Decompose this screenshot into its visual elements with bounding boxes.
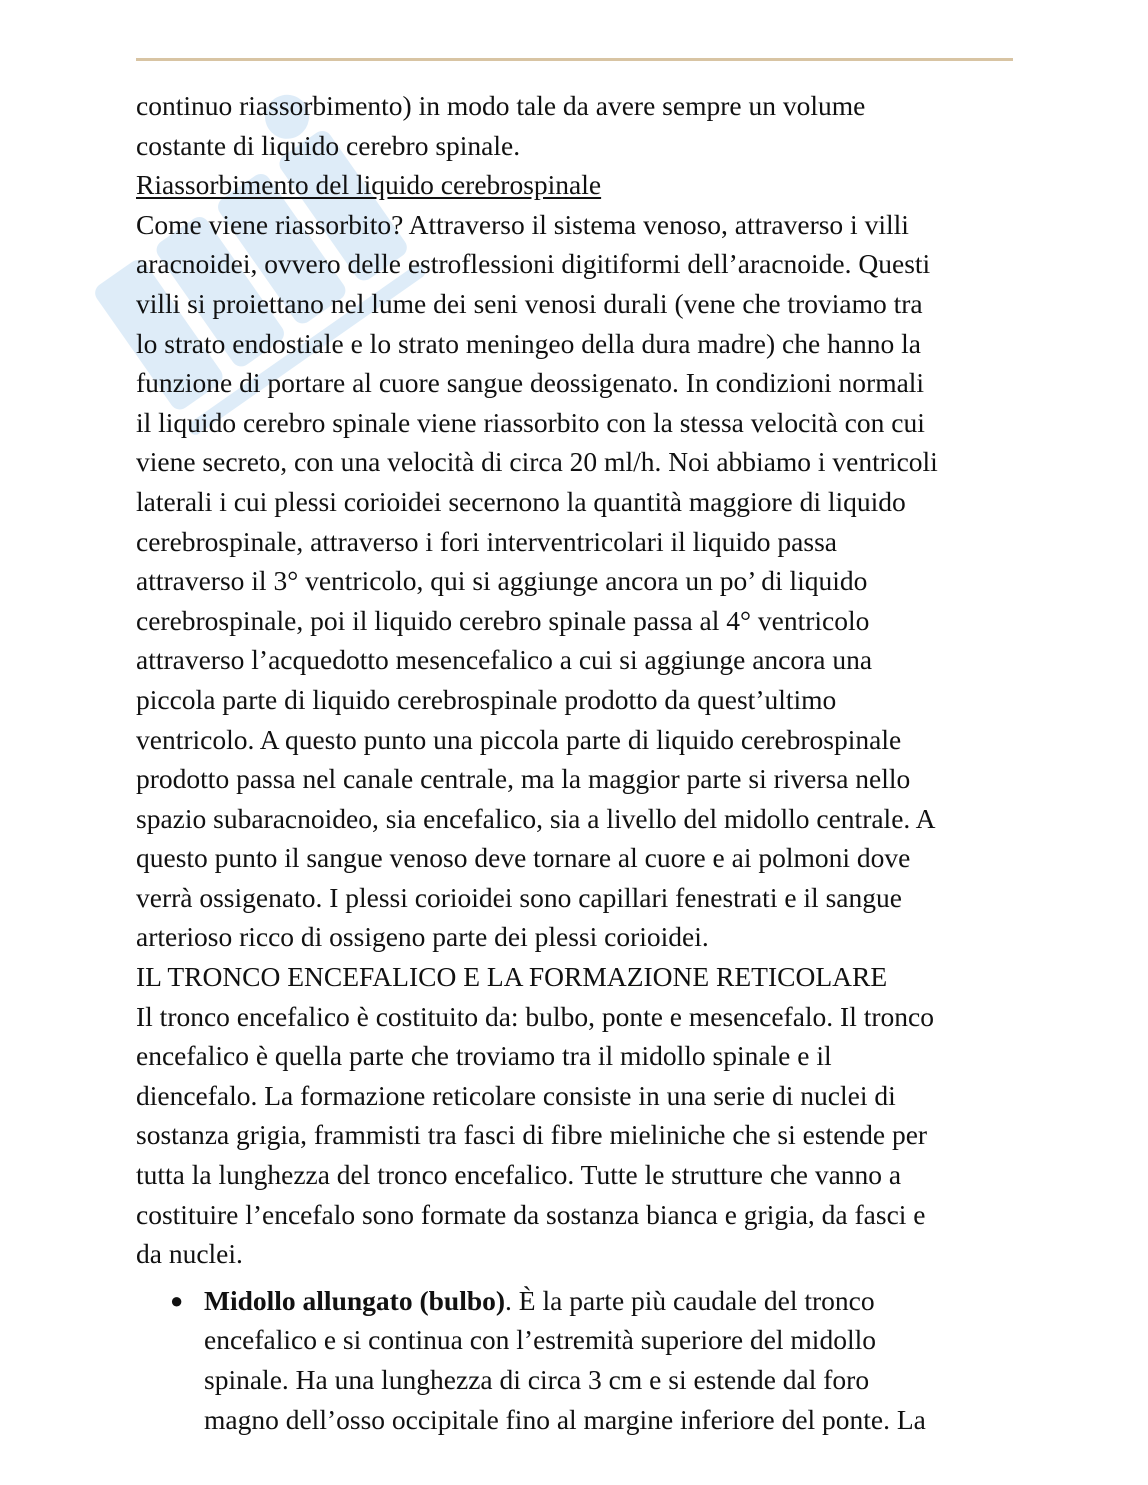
- text-line: funzione di portare al cuore sangue deossigenato. In condizioni normali: [136, 367, 925, 399]
- section-heading-text: Riassorbimento del liquido cerebrospinale: [136, 169, 602, 201]
- chapter-heading-text: IL TRONCO ENCEFALICO E LA FORMAZIONE RETICOLARE: [136, 961, 888, 993]
- text-line: cerebrospinale, poi il liquido cerebro spinale passa al 4° ventricolo: [136, 604, 870, 636]
- text-line: sostanza grigia, frammisti tra fasci di fibre mieliniche che si estende per: [136, 1119, 928, 1151]
- document-body: [136, 86, 1016, 1439]
- text-line: arterioso ricco di ossigeno parte dei plessi corioidei.: [136, 921, 709, 953]
- text-line: costante di liquido cerebro spinale.: [136, 129, 521, 161]
- text-line: Come viene riassorbito? Attraverso il sistema venoso, attraverso i villi: [136, 208, 909, 240]
- bullet-list: [136, 1281, 1016, 1439]
- section-heading: [136, 165, 1016, 205]
- text-line: continuo riassorbimento) in modo tale da avere sempre un volume: [136, 90, 866, 121]
- reabsorption-paragraph: [136, 205, 1016, 957]
- text-line: piccola parte di liquido cerebrospinale prodotto da quest’ultimo: [136, 683, 837, 715]
- text-line: ventricolo. A questo punto una piccola parte di liquido cerebrospinale: [136, 723, 902, 755]
- text-line: da nuclei.: [136, 1238, 243, 1270]
- text-line: il liquido cerebro spinale viene riassorbito con la stessa velocità con cui: [136, 406, 925, 438]
- text-line: villi si proiettano nel lume dei seni venosi durali (vene che troviamo tra: [136, 287, 923, 319]
- text-line: Il tronco encefalico è costituito da: bulbo, ponte e mesencefalo. Il tronco: [136, 1000, 934, 1032]
- text-line: . È la parte più caudale del tronco: [505, 1284, 875, 1316]
- text-line: magno dell’osso occipitale fino al margine inferiore del ponte. La: [204, 1403, 926, 1435]
- text-line: viene secreto, con una velocità di circa 20 ml/h. Noi abbiamo i ventricoli: [136, 446, 938, 478]
- bullet-term: Midollo allungato (bulbo): [204, 1284, 506, 1316]
- text-line: costituire l’encefalo sono formate da sostanza bianca e grigia, da fasci e: [136, 1198, 926, 1230]
- text-line: spazio subaracnoideo, sia encefalico, sia a livello del midollo centrale. A: [136, 802, 936, 834]
- text-line: spinale. Ha una lunghezza di circa 3 cm e si estende dal foro: [204, 1364, 870, 1395]
- text-line: questo punto il sangue venoso deve tornare al cuore e ai polmoni dove: [136, 842, 911, 874]
- chapter-heading: [136, 957, 1016, 997]
- text-line: attraverso il 3° ventricolo, qui si aggiunge ancora un po’ di liquido: [136, 565, 868, 597]
- intro-paragraph: [136, 86, 1016, 165]
- text-line: tutta la lunghezza del tronco encefalico. Tutte le strutture che vanno a: [136, 1159, 902, 1191]
- text-line: aracnoidei, ovvero delle estroflessioni digitiformi dell’aracnoide. Questi: [136, 248, 931, 280]
- bullet-icon: ●: [170, 1287, 184, 1313]
- text-line: laterali i cui plessi corioidei secernono la quantità maggiore di liquido: [136, 485, 906, 517]
- text-line: verrà ossigenato. I plessi corioidei sono capillari fenestrati e il sangue: [136, 881, 902, 913]
- brainstem-paragraph: [136, 997, 1016, 1274]
- text-line: encefalico e si continua con l’estremità superiore del midollo: [204, 1324, 876, 1356]
- list-item: [136, 1281, 1016, 1439]
- text-line: attraverso l’acquedotto mesencefalico a cui si aggiunge ancora una: [136, 644, 873, 676]
- header-rule: [136, 58, 1013, 61]
- text-line: encefalico è quella parte che troviamo tra il midollo spinale e il: [136, 1040, 832, 1072]
- text-line: cerebrospinale, attraverso i fori interventricolari il liquido passa: [136, 525, 837, 557]
- text-line: lo strato endostiale e lo strato meningeo della dura madre) che hanno la: [136, 327, 921, 359]
- text-line: diencefalo. La formazione reticolare consiste in una serie di nuclei di: [136, 1079, 896, 1111]
- text-line: prodotto passa nel canale centrale, ma la maggior parte si riversa nello: [136, 763, 911, 795]
